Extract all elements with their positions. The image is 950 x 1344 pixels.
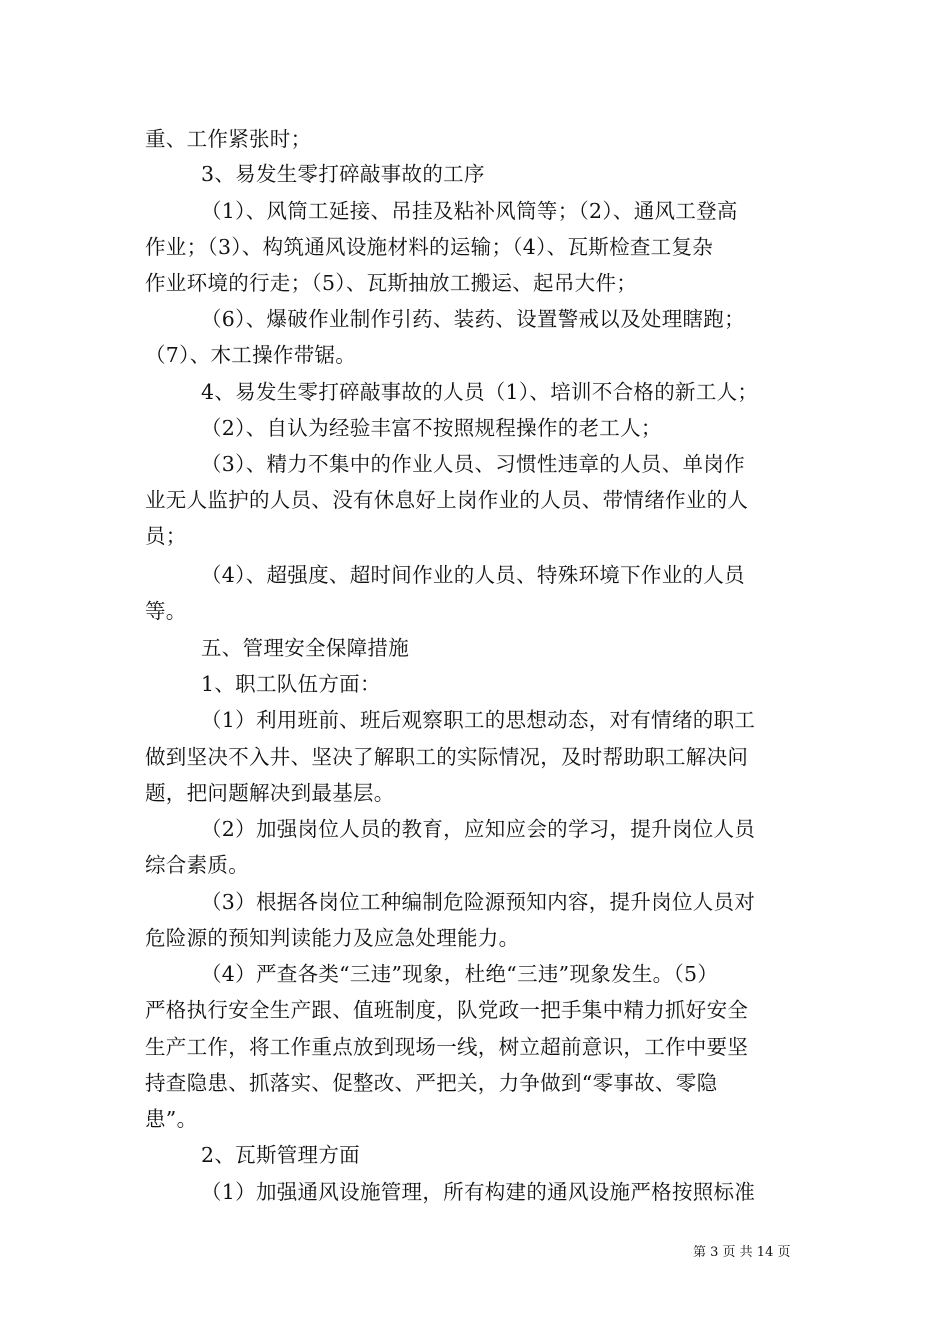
text-line: 重、工作紧张时； [145, 127, 312, 151]
text-line: （4）、超强度、超时间作业的人员、特殊环境下作业的人员 [201, 563, 745, 587]
text-line: （3）、精力不集中的作业人员、习惯性违章的人员、单岗作 [201, 452, 745, 476]
text-line: 业无人监护的人员、没有休息好上岗作业的人员、带情绪作业的人 [145, 488, 749, 512]
text-line: （6）、爆破作业制作引药、装药、设置警戒以及处理瞎跑； [201, 307, 745, 331]
text-line: 3、易发生零打碎敲事故的工序 [201, 162, 485, 186]
text-line: （1）、风筒工延接、吊挂及粘补风筒等；（2）、通风工登高 [201, 199, 738, 223]
text-line: 持查隐患、抓落实、促整改、严把关，力争做到“零事故、零隐 [145, 1071, 718, 1095]
text-line: （7）、木工操作带锯。 [145, 343, 357, 367]
text-line: 员； [145, 524, 187, 548]
text-line: 题，把问题解决到最基层。 [145, 781, 395, 805]
text-line: 作业；（3）、构筑通风设施材料的运输；（4）、瓦斯检查工复杂 [145, 235, 714, 259]
text-line: 危险源的预知判读能力及应急处理能力。 [145, 926, 520, 950]
text-line: （1）利用班前、班后观察职工的思想动态，对有情绪的职工 [201, 708, 756, 732]
section-heading: 五、管理安全保障措施 [201, 636, 409, 660]
text-line: （4）严查各类“三违”现象，杜绝“三违”现象发生。（5） [201, 962, 719, 986]
text-line: 做到坚决不入井、坚决了解职工的实际情况，及时帮助职工解决问 [145, 745, 749, 769]
text-line: （1）加强通风设施管理，所有构建的通风设施严格按照标准 [201, 1180, 756, 1204]
text-line: 等。 [145, 599, 187, 623]
page-number: 第 3 页 共 14 页 [693, 1245, 791, 1260]
text-line: 作业环境的行走；（5）、瓦斯抽放工搬运、起吊大件； [145, 271, 638, 295]
subsection-heading: 1、职工队伍方面： [201, 672, 381, 696]
text-line: 患”。 [145, 1107, 198, 1131]
text-line: （3）根据各岗位工种编制危险源预知内容，提升岗位人员对 [201, 890, 756, 914]
text-line: 综合素质。 [145, 853, 249, 877]
subsection-heading: 2、瓦斯管理方面 [201, 1143, 360, 1167]
text-line: （2）、自认为经验丰富不按照规程操作的老工人； [201, 416, 662, 440]
text-line: 生产工作，将工作重点放到现场一线，树立超前意识，工作中要坚 [145, 1035, 749, 1059]
text-line: 4、易发生零打碎敲事故的人员（1）、培训不合格的新工人； [201, 380, 759, 404]
text-line: 严格执行安全生产跟、值班制度，队党政一把手集中精力抓好安全 [145, 998, 749, 1022]
text-line: （2）加强岗位人员的教育，应知应会的学习，提升岗位人员 [201, 817, 756, 841]
